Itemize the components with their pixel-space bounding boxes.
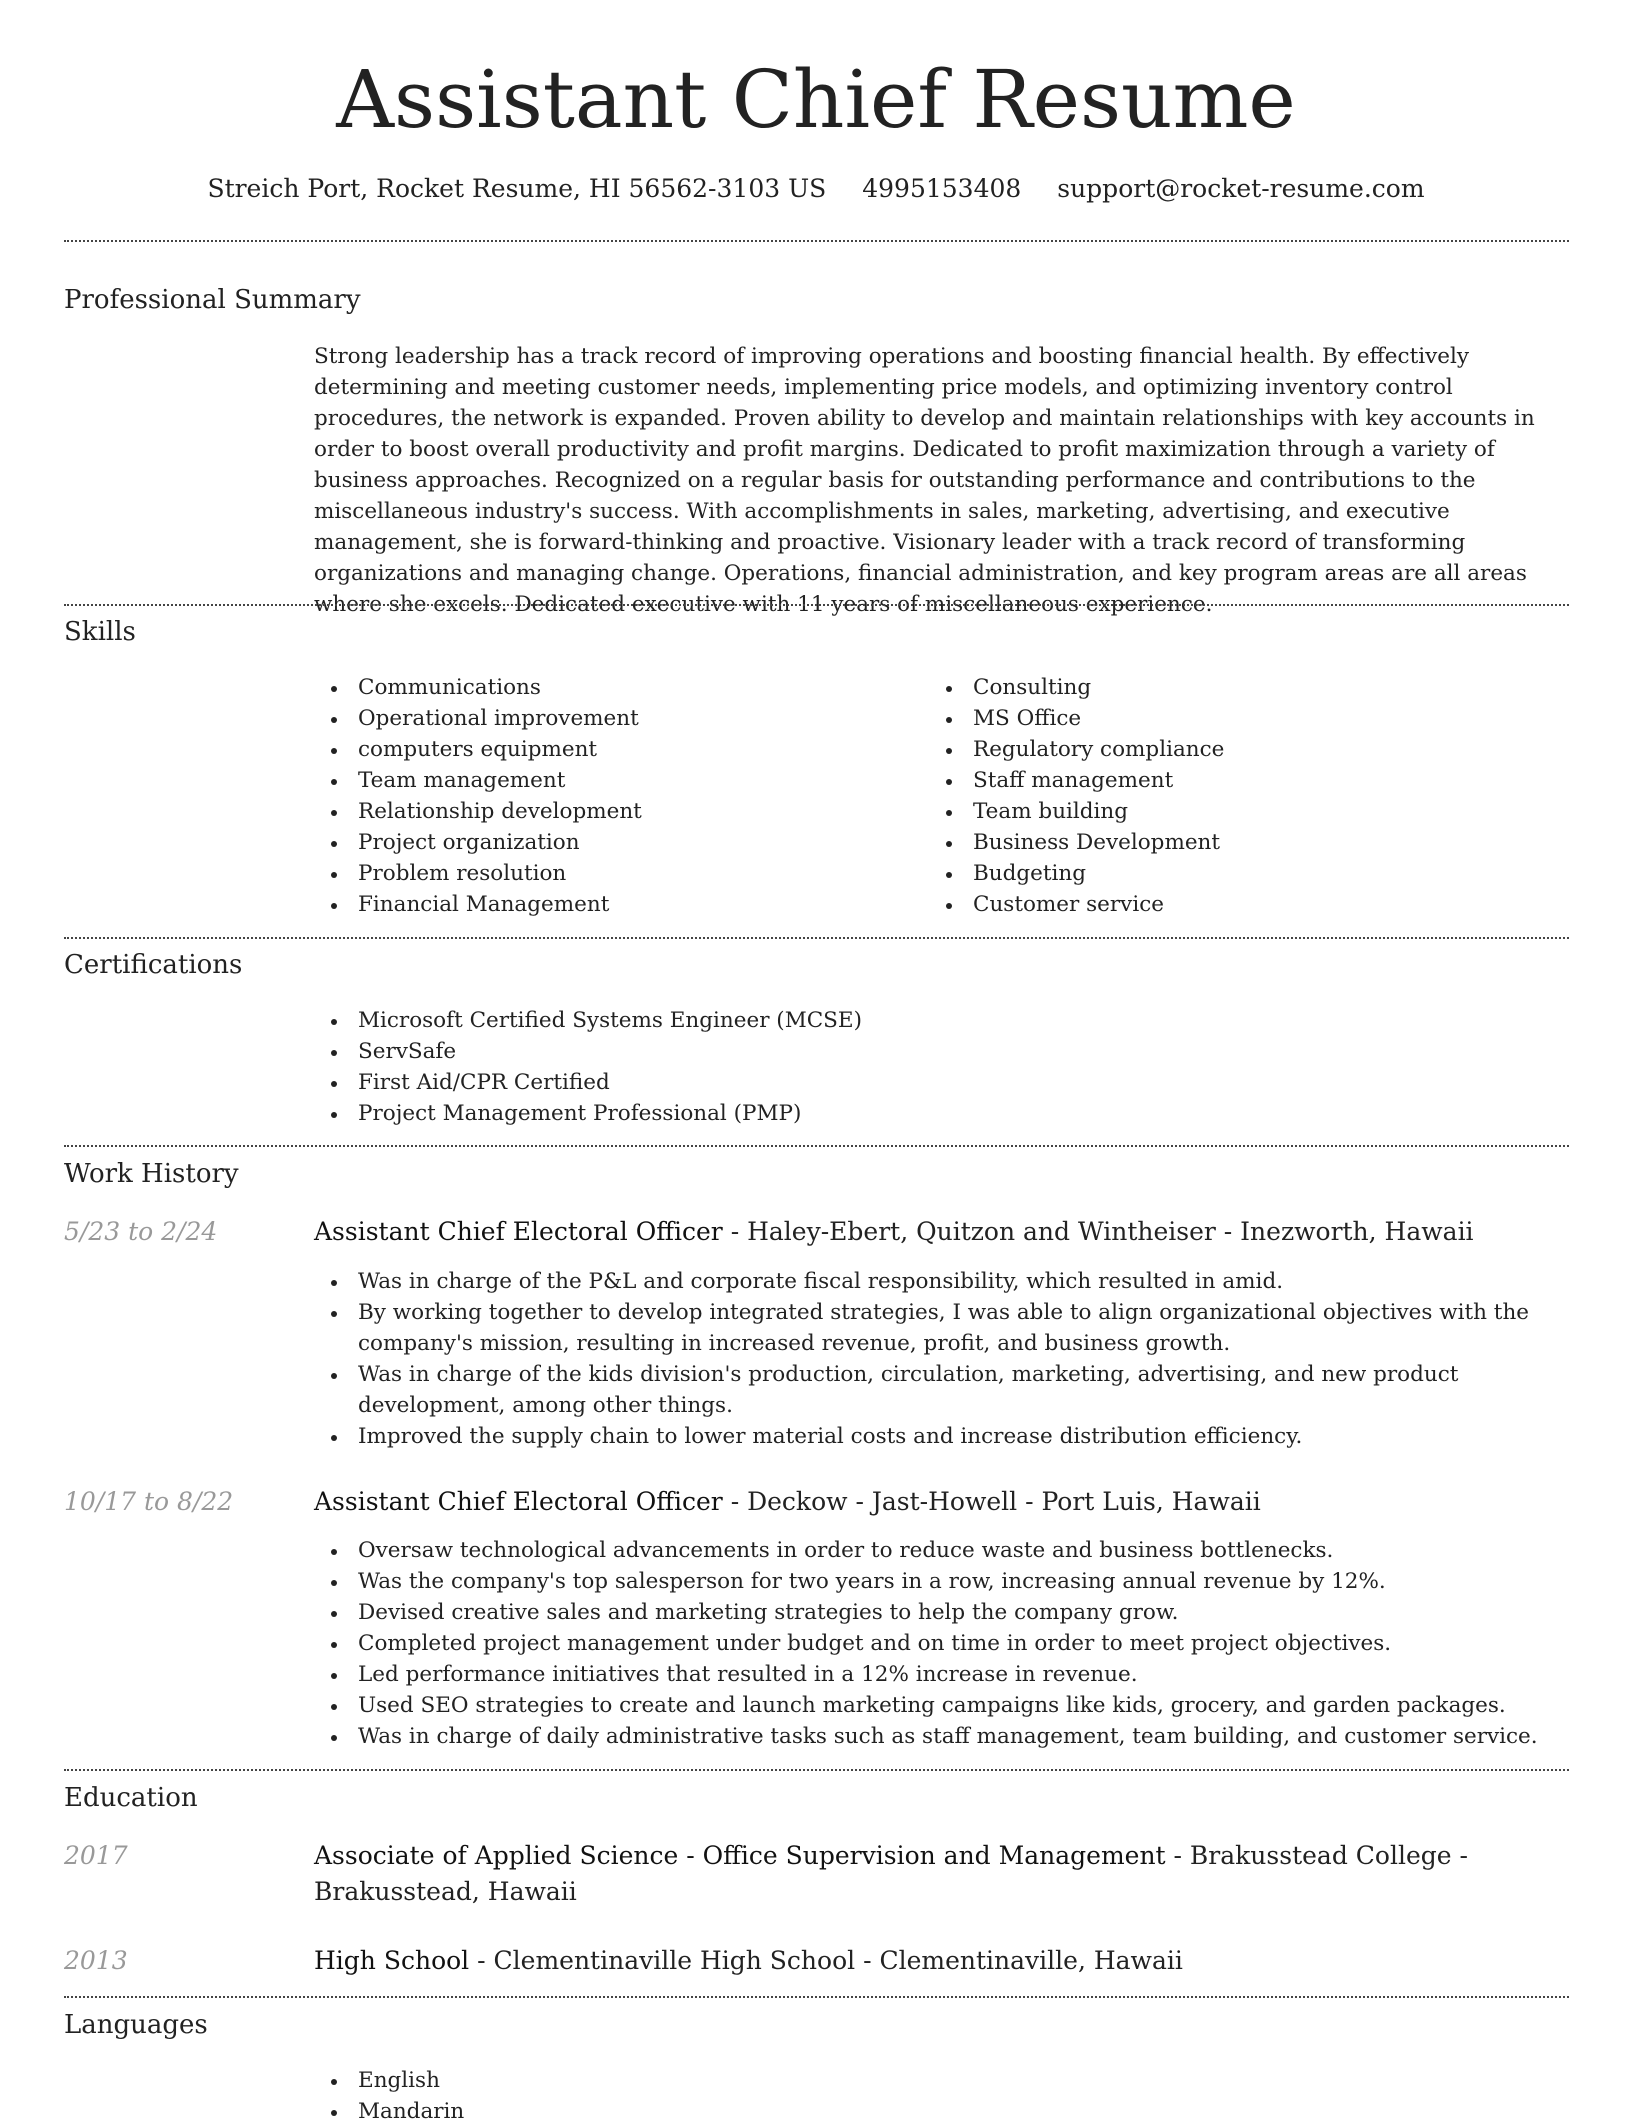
- job-bullet: Led performance initiatives that resulted in a 12% increase in revenue.: [314, 1659, 1569, 1690]
- skill-item: Communications: [314, 672, 642, 703]
- job-bullet: Used SEO strategies to create and launch marketing campaigns like kids, grocery, and garden packages.: [314, 1690, 1569, 1721]
- job-bullet: Was in charge of the kids division's production, circulation, marketing, advertising, and new product development, among other things.: [314, 1359, 1569, 1421]
- job-bullets: [314, 1266, 1569, 1452]
- skill-item: MS Office: [929, 703, 1224, 734]
- contact-line: [0, 172, 1632, 206]
- education-school: - Brakusstead College - Brakusstead, Hawaii: [314, 1841, 1468, 1906]
- job-bullet: Completed project management under budget and on time in order to meet project objectives.: [314, 1628, 1569, 1659]
- contact-address: Streich Port, Rocket Resume, HI 56562-3103 US: [207, 174, 827, 203]
- section-heading-summary: Professional Summary: [64, 285, 361, 315]
- certifications-list: [314, 1005, 862, 1129]
- section-heading-work: Work History: [64, 1159, 239, 1189]
- job-heading: [314, 1214, 1569, 1250]
- skill-item: Relationship development: [314, 796, 642, 827]
- divider: [64, 240, 1569, 242]
- section-heading-languages: Languages: [64, 2010, 208, 2040]
- job-bullets: [314, 1535, 1569, 1752]
- language-item: English: [314, 2065, 464, 2096]
- skill-item: Project organization: [314, 827, 642, 858]
- resume-title: Assistant Chief Resume: [336, 53, 1296, 146]
- education-degree: Associate of Applied Science - Office Supervision and Management: [314, 1841, 1166, 1870]
- divider: [64, 1145, 1569, 1147]
- job-heading: [314, 1484, 1569, 1520]
- skill-item: Consulting: [929, 672, 1224, 703]
- job-title: Assistant Chief Electoral Officer: [314, 1217, 723, 1246]
- education-heading: [314, 1838, 1569, 1910]
- job-bullet: Oversaw technological advancements in order to reduce waste and business bottlenecks.: [314, 1535, 1569, 1566]
- job-bullet: Devised creative sales and marketing strategies to help the company grow.: [314, 1597, 1569, 1628]
- job-bullet: Improved the supply chain to lower material costs and increase distribution efficiency.: [314, 1421, 1569, 1452]
- education-year: 2013: [64, 1946, 128, 1975]
- certification-item: ServSafe: [314, 1036, 862, 1067]
- job-bullet: Was in charge of the P&L and corporate fiscal responsibility, which resulted in amid.: [314, 1266, 1569, 1297]
- section-heading-certifications: Certifications: [64, 950, 243, 980]
- language-item: Mandarin: [314, 2096, 464, 2127]
- job-title: Assistant Chief Electoral Officer: [314, 1487, 723, 1516]
- skill-item: Budgeting: [929, 858, 1224, 889]
- certification-item: Project Management Professional (PMP): [314, 1098, 862, 1129]
- skill-item: Customer service: [929, 889, 1224, 920]
- certification-item: Microsoft Certified Systems Engineer (MCSE): [314, 1005, 862, 1036]
- job-bullet: Was in charge of daily administrative tasks such as staff management, team building, and customer service.: [314, 1721, 1569, 1752]
- education-year: 2017: [64, 1841, 128, 1870]
- job-bullet: Was the company's top salesperson for two years in a row, increasing annual revenue by 12%.: [314, 1566, 1569, 1597]
- skill-item: Financial Management: [314, 889, 642, 920]
- contact-email: support@rocket-resume.com: [1057, 174, 1425, 203]
- education-school: - Clementinaville High School - Clementinaville, Hawaii: [469, 1946, 1183, 1975]
- languages-list: [314, 2065, 464, 2127]
- job-bullet: By working together to develop integrated strategies, I was able to align organizational objectives with the company's mission, resulting in increased revenue, profit, and business growth.: [314, 1297, 1569, 1359]
- skill-item: Team building: [929, 796, 1224, 827]
- job-company: - Haley-Ebert, Quitzon and Wintheiser - Inezworth, Hawaii: [722, 1217, 1474, 1246]
- divider: [64, 1769, 1569, 1771]
- skill-item: Business Development: [929, 827, 1224, 858]
- skill-item: computers equipment: [314, 734, 642, 765]
- skill-item: Operational improvement: [314, 703, 642, 734]
- job-dates: 10/17 to 8/22: [64, 1487, 234, 1516]
- skills-list-left: [314, 672, 642, 920]
- education-degree: High School: [314, 1946, 470, 1975]
- job-company: - Deckow - Jast-Howell - Port Luis, Hawaii: [722, 1487, 1261, 1516]
- skill-item: Regulatory compliance: [929, 734, 1224, 765]
- divider: [64, 604, 1569, 606]
- summary-text: Strong leadership has a track record of improving operations and boosting financial health. By effectively determining and meeting customer needs, implementing price models, and optimizing inventory control procedures, the network is expanded. Proven ability to develop and maintain relationships with key accounts in order to boost overall productivity and profit margins. Dedicated to profit maximization through a variety of business approaches. Recognized on a regular basis for outstanding performance and contributions to the miscellaneous industry's success. With accomplishments in sales, marketing, advertising, and executive management, she is forward-thinking and proactive. Visionary leader with a track record of transforming organizations and managing change. Operations, financial administration, and key program areas are all areas where she excels. Dedicated executive with 11 years of miscellaneous experience.: [314, 344, 1535, 617]
- section-heading-skills: Skills: [64, 617, 136, 647]
- divider: [64, 937, 1569, 939]
- education-heading: [314, 1943, 1569, 1979]
- skills-list-right: [929, 672, 1224, 920]
- skill-item: Problem resolution: [314, 858, 642, 889]
- divider: [64, 1996, 1569, 1998]
- skill-item: Team management: [314, 765, 642, 796]
- certification-item: First Aid/CPR Certified: [314, 1067, 862, 1098]
- contact-phone: 4995153408: [862, 174, 1022, 203]
- section-heading-education: Education: [64, 1783, 198, 1813]
- job-dates: 5/23 to 2/24: [64, 1217, 218, 1246]
- skill-item: Staff management: [929, 765, 1224, 796]
